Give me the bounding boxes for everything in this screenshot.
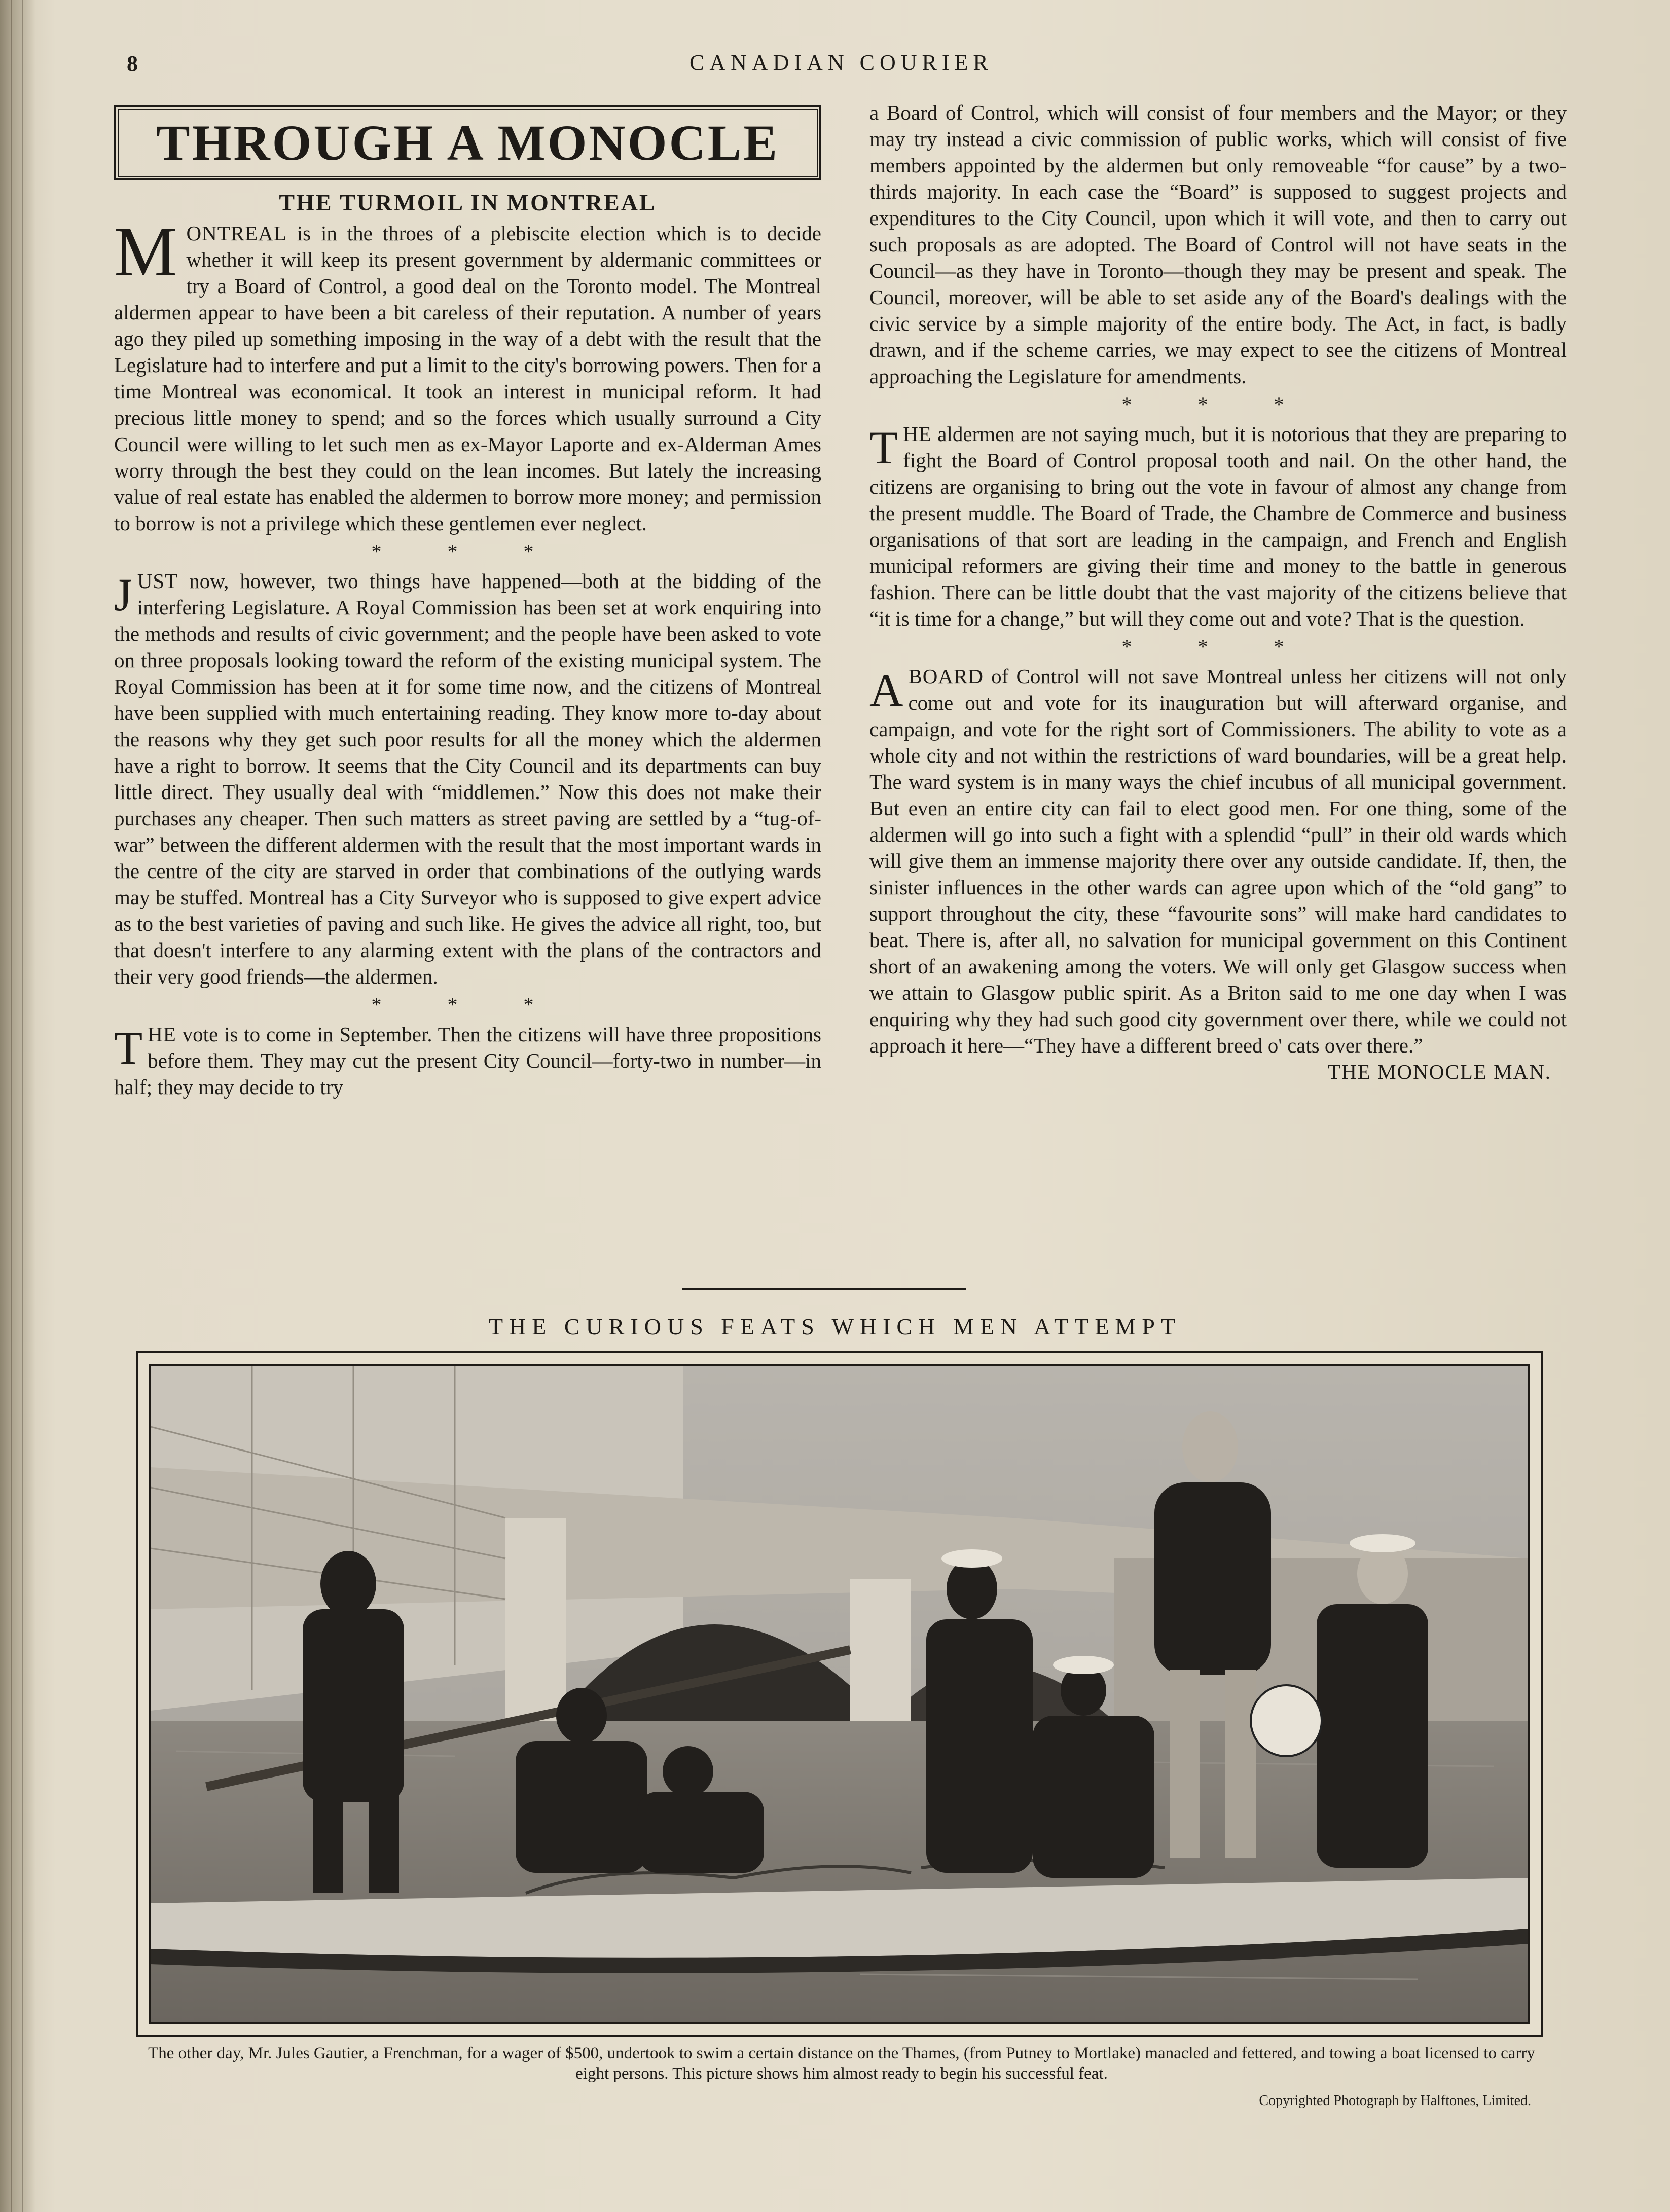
- article-title: THROUGH A MONOCLE: [118, 109, 818, 177]
- drop-cap: J: [114, 569, 132, 621]
- thames-boat-photo: [151, 1366, 1528, 2022]
- paragraph-text: is in the throes of a plebiscite election which is to decide whether it will keep its present government by aldermanic committees or try a Board of Control, a good deal on the Toronto model. The Montreal aldermen appear to have been a bit careless of their reputation. A number of years ago they piled up something imposing in the way of a debt with the result that the Legislature had to interfere and put a limit to the city's borrowing powers. Then for a time Montreal was economical. It took an interest in municipal reform. It had precious little money to spend; and so the forces which usually surround a City Council were willing to let such men as ex-Mayor Laporte and ex-Alderman Ames worry through the best they could on the lean incomes. But lately the increasing value of real estate has enabled the aldermen to borrow more money; and permission to borrow is not a privilege which these gentlemen ever neglect.: [114, 222, 821, 535]
- binding-gutter: [0, 0, 35, 2212]
- paragraph-1: [114, 212, 821, 536]
- paragraph-4: [869, 421, 1567, 632]
- paragraph-text: vote is to come in September. Then the citizens will have three propositions before them. They may cut the present City Council—forty-two in number—in half; they may decide to try: [114, 1023, 821, 1099]
- section-rule: [682, 1288, 966, 1290]
- drop-cap: T: [114, 1022, 143, 1074]
- paragraph-text: of Control will not save Montreal unless her citizens will not only come out and vote for its inauguration but will afterward organise, and campaign, and vote for the right sort of Commissioners. The ability to vote as a whole city and not within the restrictions of ward boundaries, will be a great help. The ward system is in many ways the chief incubus of all municipal government. But even an entire city can fail to elect good men. For one thing, some of the aldermen will go into such a fight with a splendid “pull” in their old wards which will give them an immense majority there over any outside candidate. If, then, the sinister influences in the other wards can agree upon which of the “old gang” to support throughout the city, these “favourite sons” will make hard candidates to beat. There is, after all, no salvation for municipal government on this Continent short of an awakening among the voters. We will only get Glasgow success when we attain to Glasgow public spirit. As a Briton said to me one day when I was enquiring why they had such good city government over there, while we could not approach it here—“They have a different breed o' cats over there.”: [869, 665, 1567, 1057]
- paragraph-text: now, however, two things have happened—both at the bidding of the interfering Legislature. A Royal Commission has been set at work enquiring into the methods and results of civic government; and the people have been asked to vote on three proposals looking toward the reform of the existing municipal system. The Royal Commission has been at it for some time now, and the citizens of Montreal have been supplied with much entertaining reading. They know more to-day about the reasons why they get such poor results for all the money which the aldermen have a right to borrow. It seems that the City Council and its departments can buy little direct. They usually deal with “middlemen.” Now this does not make their purchases any cheaper. Then such matters as street paving are settled by a “tug-of-war” between the different aldermen with the result that the most important wards in the centre of the city are starved in order that combinations of the outlying wards may be stuffed. Montreal has a City Surveyor who is supposed to give expert advice as to the best varieties of paving and such like. He gives the advice all right, too, but that doesn't interfere to any alarming extent with the plans of the contractors and their very good friends—the aldermen.: [114, 569, 821, 988]
- photograph: [149, 1364, 1530, 2024]
- paragraph-5: [869, 663, 1567, 1059]
- section-separator: * * *: [1121, 635, 1315, 658]
- drop-cap: T: [869, 422, 898, 474]
- section-separator: * * *: [371, 993, 564, 1016]
- section-separator: * * *: [371, 540, 564, 563]
- lead-word: UST: [137, 569, 178, 593]
- lead-word: BOARD: [908, 665, 984, 688]
- paragraph-2: [114, 568, 821, 990]
- article-subtitle: THE TURMOIL IN MONTREAL: [279, 190, 657, 215]
- paragraph-text: aldermen are not saying much, but it is notorious that they are preparing to fight the Board of Control proposal tooth and nail. On the other hand, the citizens are organising to bring out the vote in favour of almost any change from the present muddle. The Board of Trade, the Chambre de Commerce and business organisations of that sort are leading in the campaign, and French and English municipal reformers are giving their time and money to the battle in generous fashion. There can be little doubt that the vast majority of the citizens believe that “it is time for a change,” but will they come out and vote? That is the question.: [869, 422, 1567, 630]
- drop-cap: A: [869, 664, 903, 716]
- right-column: [869, 99, 1567, 1085]
- photo-credit: Copyrighted Photograph by Halftones, Limited.: [1259, 2093, 1531, 2109]
- lead-word: HE: [148, 1023, 176, 1046]
- lead-word: HE: [903, 422, 932, 446]
- drop-cap: M: [114, 212, 177, 291]
- lead-word: ONTREAL: [186, 222, 287, 245]
- paragraph-3: [114, 1021, 821, 1100]
- author-signature: THE MONOCLE MAN.: [1328, 1060, 1551, 1083]
- photo-frame: [136, 1351, 1543, 2037]
- photo-heading: THE CURIOUS FEATS WHICH MEN ATTEMPT: [488, 1314, 1182, 1339]
- running-head: CANADIAN COURIER: [689, 50, 993, 75]
- title-box: [114, 105, 821, 180]
- gutter-line: [22, 0, 23, 2212]
- photo-caption: The other day, Mr. Jules Gautier, a Frenchman, for a wager of $500, undertook to swim a certain distance on the Thames, (from Putney to Mortlake) manacled and fettered, and towing a boat licensed to carry eight persons. This picture shows him almost ready to begin his successful feat.: [148, 2044, 1535, 2083]
- paragraph-3-continued: a Board of Control, which will consist of four members and the Mayor; or they may try instead a civic commission of public works, which will consist of five members appointed by the aldermen but only removeable “for cause” by a two-thirds majority. In each case the “Board” is supposed to suggest projects and expenditures to the City Council, upon which it will vote, and then to carry out such proposals as are adopted. The Board of Control will not have seats in the Council—as they have in Toronto—though they may be present and speak. The Council, moreover, will be able to set aside any of the Board's dealings with the civic service by a simple majority of the entire body. The Act, in fact, is badly drawn, and if the scheme carries, we may expect to see the citizens of Montreal approaching the Legislature for amendments.: [869, 101, 1567, 388]
- left-column: [114, 105, 821, 1100]
- page-number: 8: [127, 51, 138, 76]
- section-separator: * * *: [1121, 393, 1315, 416]
- gutter-line: [11, 0, 12, 2212]
